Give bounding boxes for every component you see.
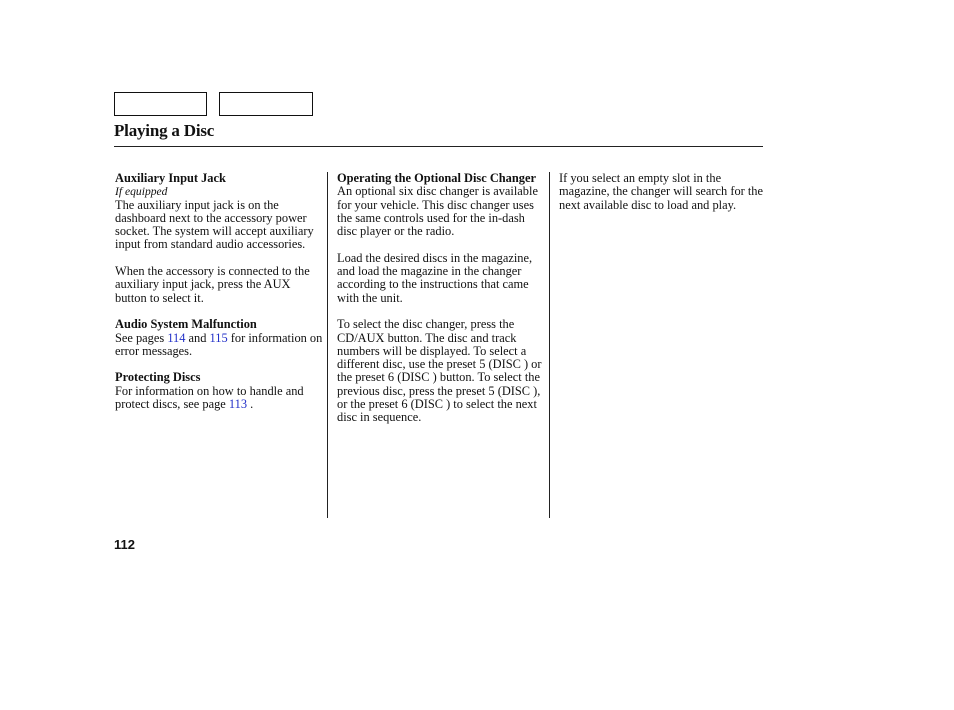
malfunction-text-post: for information on error messages. [115, 330, 323, 358]
protecting-discs-heading: Protecting Discs [115, 370, 201, 385]
protect-text-pre: For information on how to handle and protect discs, see page [115, 383, 304, 412]
aux-input-heading: Auxiliary Input Jack [115, 171, 226, 185]
empty-slot-paragraph: If you select an empty slot in the magazine, the changer will search for the next available disc to load and play. [559, 171, 764, 212]
column-divider-2 [549, 172, 550, 518]
aux-input-paragraph-1: The auxiliary input jack is on the dashboard next to the accessory power socket. The system will accept auxiliary input from standard audio accessories. [115, 197, 314, 252]
malfunction-heading: Audio System Malfunction [115, 317, 257, 332]
page-title: Playing a Disc [114, 121, 215, 140]
malfunction-text-pre: See pages [115, 330, 168, 345]
nav-button-index[interactable] [219, 92, 313, 116]
nav-button-main-menu[interactable] [114, 92, 207, 116]
page-link-115[interactable]: 115 [209, 330, 228, 345]
disc-changer-paragraph-3: To select the disc changer, press the CD/AUX button. The disc and track numbers will be displayed. To select a different disc, use the preset 5 (DISC ) or the preset 6 (DISC ) button. To select the previous disc, press the preset 5 (DISC ), or the preset 6 (DISC ) to select the next disc in sequence. [337, 317, 542, 425]
aux-input-paragraph-2: When the accessory is connected to the auxiliary input jack, press the AUX button to select it. [115, 264, 310, 305]
column-divider-1 [327, 172, 328, 518]
column-right [559, 172, 765, 225]
protecting-discs-paragraph [115, 385, 325, 412]
page-link-113[interactable]: 113 [228, 397, 248, 412]
malfunction-text-mid: and [185, 330, 210, 345]
protect-text-post: . [247, 397, 254, 412]
column-middle [337, 172, 543, 438]
disc-changer-paragraph-1: An optional six disc changer is available for your vehicle. This disc changer uses the same controls used for the in-dash disc player or the radio. [337, 184, 538, 239]
page-link-114[interactable]: 114 [167, 330, 186, 345]
if-equipped-note: If equipped [115, 185, 168, 199]
title-divider [114, 146, 763, 147]
column-left [115, 172, 325, 425]
page-number: 112 [114, 537, 135, 552]
disc-changer-heading: Operating the Optional Disc Changer [337, 171, 536, 185]
malfunction-paragraph [115, 332, 325, 359]
disc-changer-paragraph-2: Load the desired discs in the magazine, and load the magazine in the changer according to the instructions that came with the unit. [337, 250, 533, 305]
